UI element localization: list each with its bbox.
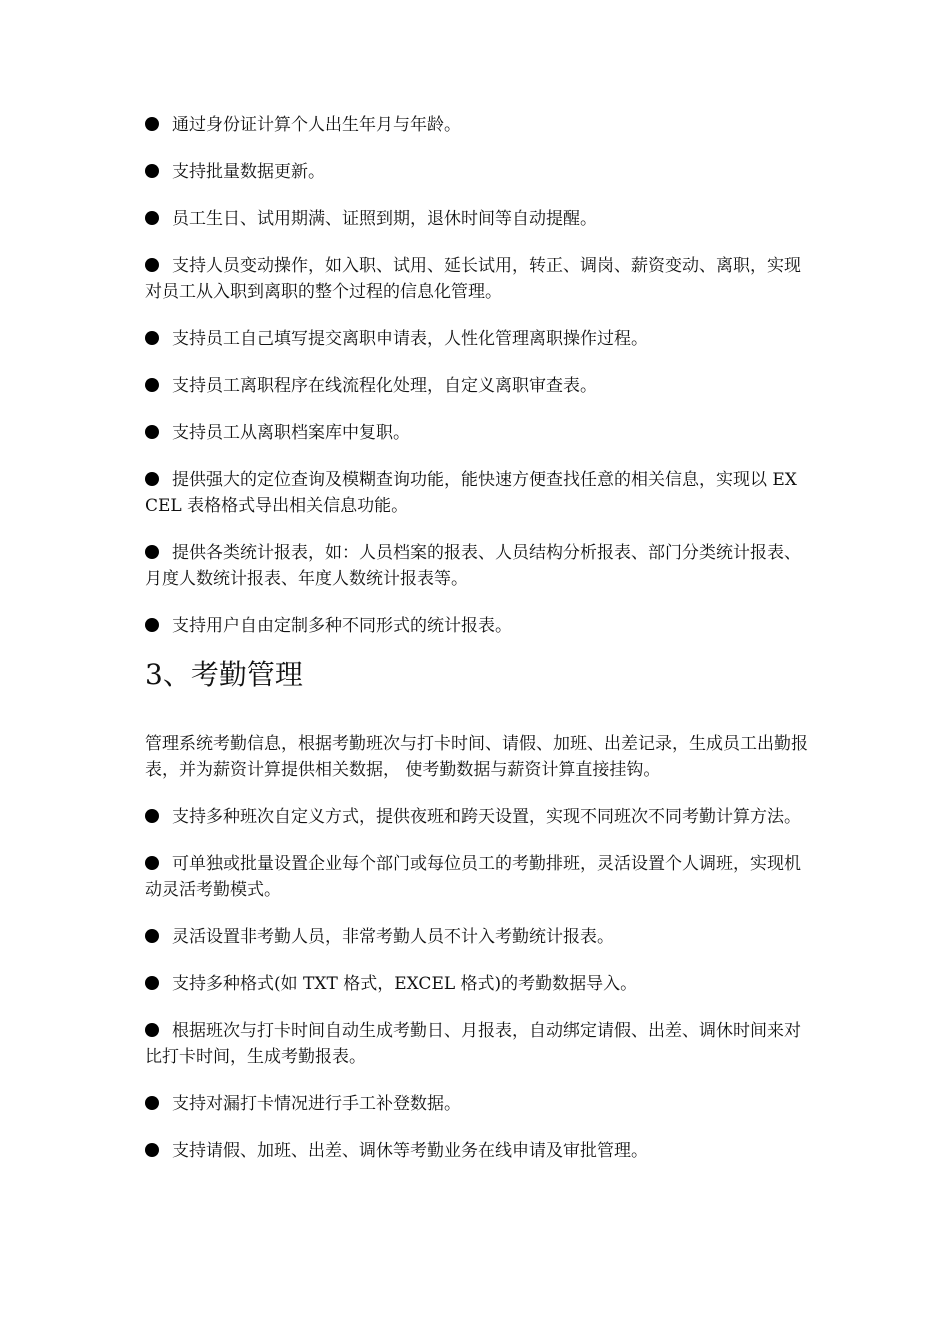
feature-list-attendance bbox=[145, 804, 809, 1164]
list-item: 支持人员变动操作，如入职、试用、延长试用，转正、调岗、薪资变动、离职，实现对员工从入职到离职的整个过程的信息化管理。 bbox=[145, 256, 801, 302]
section-heading: 3、考勤管理 bbox=[145, 658, 303, 691]
list-item: 支持员工从离职档案库中复职。 bbox=[145, 420, 809, 446]
bullet-icon bbox=[145, 1023, 159, 1037]
bullet-icon bbox=[145, 1096, 159, 1110]
list-item: 支持多种格式(如 TXT 格式，EXCEL 格式)的考勤数据导入。 bbox=[145, 971, 809, 997]
bullet-icon bbox=[145, 1143, 159, 1157]
bullet-icon bbox=[145, 164, 159, 178]
attendance-section bbox=[145, 657, 809, 1164]
list-item: 支持批量数据更新。 bbox=[145, 159, 809, 185]
list-item: 支持员工自己填写提交离职申请表，人性化管理离职操作过程。 bbox=[145, 326, 809, 352]
feature-list-personnel bbox=[145, 112, 809, 639]
bullet-icon bbox=[145, 331, 159, 345]
document-page bbox=[145, 112, 809, 1185]
bullet-icon bbox=[145, 425, 159, 439]
list-item: 提供各类统计报表，如：人员档案的报表、人员结构分析报表、部门分类统计报表、月度人数统计报表、年度人数统计报表等。 bbox=[145, 543, 801, 589]
bullet-icon bbox=[145, 211, 159, 225]
list-item: 支持对漏打卡情况进行手工补登数据。 bbox=[145, 1091, 809, 1117]
bullet-icon bbox=[145, 856, 159, 870]
bullet-icon bbox=[145, 929, 159, 943]
list-item: 支持员工离职程序在线流程化处理，自定义离职审查表。 bbox=[145, 373, 809, 399]
list-item: 支持请假、加班、出差、调休等考勤业务在线申请及审批管理。 bbox=[145, 1138, 809, 1164]
bullet-icon bbox=[145, 976, 159, 990]
list-item: 提供强大的定位查询及模糊查询功能，能快速方便查找任意的相关信息，实现以 EXCEL 表格格式导出相关信息功能。 bbox=[145, 470, 797, 516]
section-intro: 管理系统考勤信息，根据考勤班次与打卡时间、请假、加班、出差记录，生成员工出勤报表，并为薪资计算提供相关数据， 使考勤数据与薪资计算直接挂钩。 bbox=[145, 734, 808, 780]
list-item: 通过身份证计算个人出生年月与年龄。 bbox=[145, 112, 809, 138]
list-item: 根据班次与打卡时间自动生成考勤日、月报表，自动绑定请假、出差、调休时间来对比打卡时间，生成考勤报表。 bbox=[145, 1021, 801, 1067]
list-item: 灵活设置非考勤人员，非常考勤人员不计入考勤统计报表。 bbox=[145, 924, 809, 950]
list-item: 可单独或批量设置企业每个部门或每位员工的考勤排班，灵活设置个人调班，实现机动灵活考勤模式。 bbox=[145, 854, 801, 900]
bullet-icon bbox=[145, 545, 159, 559]
list-item: 支持用户自由定制多种不同形式的统计报表。 bbox=[145, 613, 809, 639]
bullet-icon bbox=[145, 117, 159, 131]
list-item: 员工生日、试用期满、证照到期，退休时间等自动提醒。 bbox=[145, 206, 809, 232]
bullet-icon bbox=[145, 258, 159, 272]
bullet-icon bbox=[145, 618, 159, 632]
bullet-icon bbox=[145, 472, 159, 486]
bullet-icon bbox=[145, 378, 159, 392]
list-item: 支持多种班次自定义方式，提供夜班和跨天设置，实现不同班次不同考勤计算方法。 bbox=[145, 804, 809, 830]
bullet-icon bbox=[145, 809, 159, 823]
